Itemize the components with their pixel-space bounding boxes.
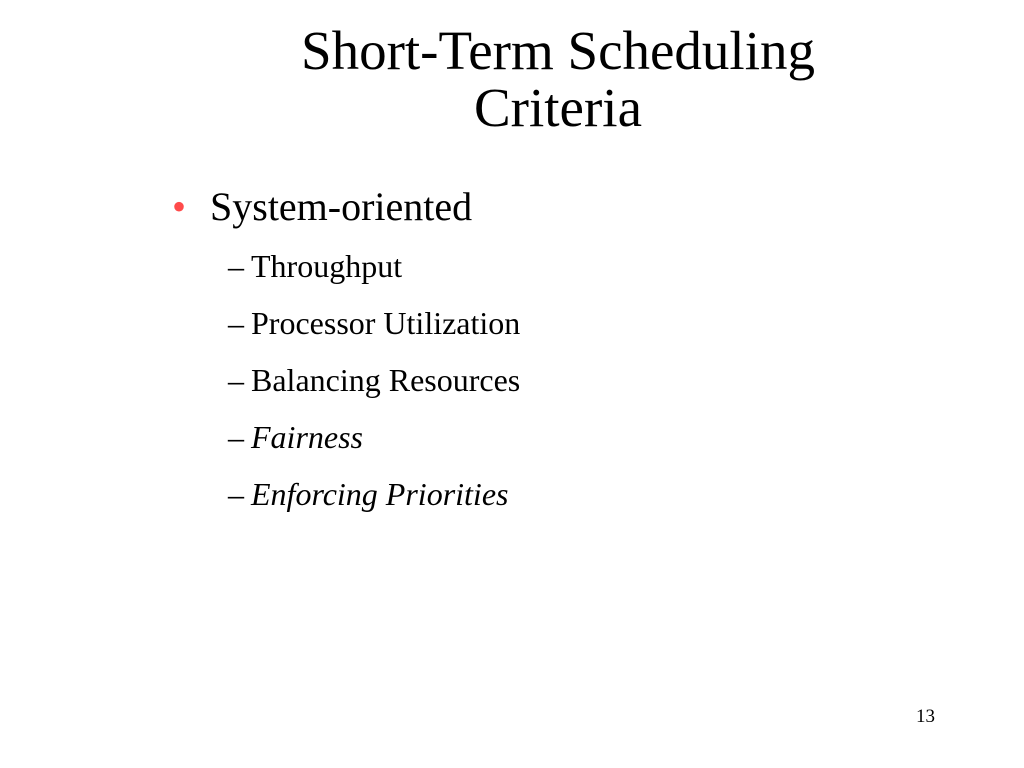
sub-bullet-item	[228, 362, 520, 398]
main-bullet-text: System-oriented	[210, 184, 473, 229]
slide-title-line-1: Short-Term Scheduling	[301, 20, 815, 81]
page-number: 13	[916, 706, 935, 727]
sub-bullet-text: Balancing Resources	[251, 362, 521, 398]
sub-bullet-text: Fairness	[251, 419, 363, 455]
slide-body	[172, 184, 952, 512]
sub-bullet-item	[228, 305, 520, 341]
slide-title-line-2: Criteria	[474, 77, 642, 138]
main-bullet	[172, 184, 952, 230]
slide-title	[168, 22, 948, 136]
bullet-dot-icon: •	[172, 184, 187, 229]
sub-bullet-text: Processor Utilization	[251, 305, 521, 341]
sub-bullet-text: Enforcing Priorities	[251, 476, 509, 512]
sub-bullet-item	[228, 248, 402, 284]
sub-bullet-text: Throughput	[251, 248, 403, 284]
dash-icon: –	[228, 419, 244, 455]
sub-bullet-item	[228, 476, 508, 512]
dash-icon: –	[228, 305, 244, 341]
dash-icon: –	[228, 248, 244, 284]
dash-icon: –	[228, 476, 244, 512]
dash-icon: –	[228, 362, 244, 398]
sub-bullet-item	[228, 419, 363, 455]
